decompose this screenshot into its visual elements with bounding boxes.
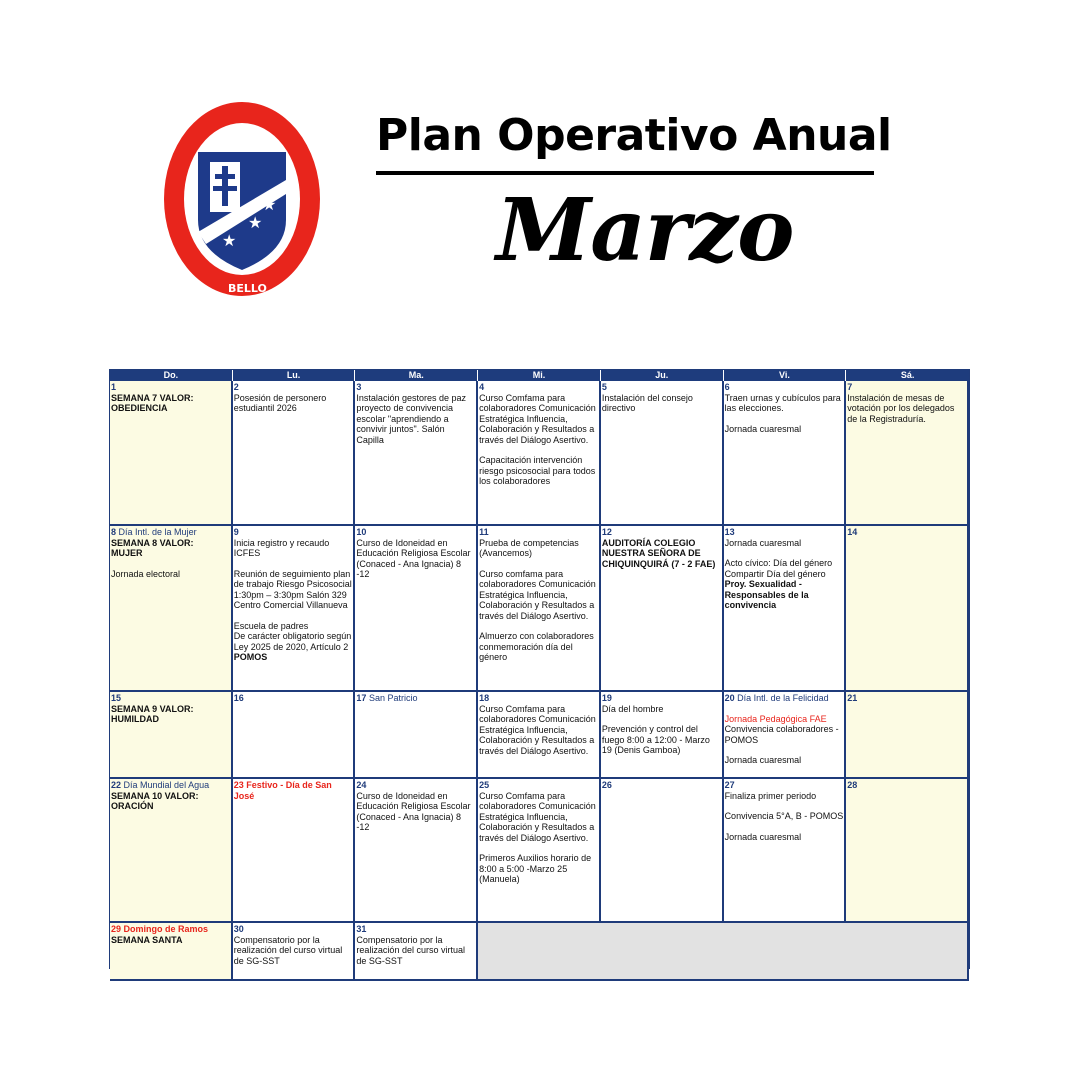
event-text: Compensatorio por la realización del curso virtual de SG-SST <box>356 934 465 966</box>
week-value-line: HUMILDAD <box>111 714 159 724</box>
day-number: 22 <box>111 780 122 790</box>
event-text: votación por los delegados <box>847 403 955 413</box>
event-text: Instalación de mesas de <box>847 392 945 403</box>
event-text: Acto cívico: Día del género <box>724 558 833 568</box>
day-cell-31 <box>355 923 478 981</box>
event-text: Capacitación intervención riesgo psicosocial para todos los colaboradores <box>479 455 596 486</box>
event-text: directivo <box>601 403 636 413</box>
weekday-sun: Do. <box>110 370 233 381</box>
day-number: 13 <box>724 527 735 537</box>
day-number: 10 <box>356 527 367 537</box>
day-cell-28 <box>846 779 969 923</box>
event-text: de la Registraduría. <box>847 413 926 424</box>
day-number: 5 <box>601 382 607 392</box>
event-text: Curso Comfama para colaboradores Comunicación Estratégica Influencia, Colaboración y Resultados a través del Diálogo Asertivo. <box>479 392 596 445</box>
week-value-line: ORACIÓN <box>111 801 154 811</box>
day-cell-29 <box>110 923 233 981</box>
event-text: Convivencia 5°A, B - POMOS <box>724 811 844 821</box>
day-number: 19 <box>601 693 612 703</box>
month-title: Marzo <box>496 180 794 281</box>
holiday-label: San Patricio <box>368 693 418 703</box>
event-text: Curso Comfama para colaboradores Comunicación Estratégica Influencia, Colaboración y Resultados a través del Diálogo Asertivo. <box>479 703 596 756</box>
day-cell-20 <box>724 692 847 779</box>
logo-bottom-text: BELLO <box>228 282 267 295</box>
day-cell-3 <box>355 381 478 526</box>
day-cell-14 <box>846 526 969 692</box>
event-text: Almuerzo con colaboradores conmemoración día del género <box>479 631 594 662</box>
day-number: 25 <box>479 780 490 790</box>
day-number: 9 <box>233 527 239 537</box>
day-cell-1 <box>110 381 233 526</box>
day-cell-24 <box>355 779 478 923</box>
holiday-label: 23 Festivo - Día de San José <box>233 780 332 801</box>
day-number: 2 <box>233 382 239 392</box>
day-cell-8 <box>110 526 233 692</box>
event-text: Instalación del consejo <box>601 392 693 403</box>
day-cell-6 <box>724 381 847 526</box>
day-cell-5 <box>601 381 724 526</box>
day-number: 30 <box>233 924 244 934</box>
svg-text:★: ★ <box>248 213 263 232</box>
day-cell-19 <box>601 692 724 779</box>
svg-text:★: ★ <box>222 231 237 250</box>
day-cell-12 <box>601 526 724 692</box>
holiday-label: Día Intl. de la Mujer <box>118 527 197 537</box>
day-number: 1 <box>111 382 117 392</box>
event-text: Curso Comfama para colaboradores Comunicación Estratégica Influencia, Colaboración y Resultados a través del Diálogo Asertivo. <box>479 790 596 843</box>
event-text: De carácter obligatorio según Ley 2025 de 2020, Artículo 2 POMOS <box>233 631 352 662</box>
event-text: Posesión de personero <box>233 392 327 403</box>
day-cell-30 <box>233 923 356 981</box>
event-text: escolar "aprendiendo a <box>356 413 449 424</box>
holiday-label: Día Intl. de la Felicidad <box>737 693 829 703</box>
day-number: 16 <box>233 693 244 703</box>
event-text: Curso comfama para colaboradores Comunicación Estratégica Influencia, Colaboración y Resultados a través del Diálogo Asertivo. <box>479 568 596 621</box>
weekday-fri: Vi. <box>724 370 847 381</box>
day-number: 17 <box>356 693 367 703</box>
week-value-line: SEMANA 7 VALOR: <box>111 392 194 403</box>
event-text: estudiantil 2026 <box>233 403 297 413</box>
day-number: 3 <box>356 382 362 392</box>
day-cell-23 <box>233 779 356 923</box>
event-text: Compartir Día del género <box>724 568 826 579</box>
event-text: Convivencia colaboradores - POMOS <box>724 724 839 745</box>
day-cell-16 <box>233 692 356 779</box>
event-text: Curso de Idoneidad en Educación Religiosa Escolar (Conaced - Ana Ignacia) 8 -12 <box>356 790 471 832</box>
event-text: AUDITORÍA COLEGIO NUESTRA SEÑORA DE CHIQUINQUIRÁ (7 - 2 FAE) <box>601 537 716 569</box>
event-text: Escuela de padres <box>233 620 309 631</box>
week-value-line: SEMANA 9 VALOR: <box>111 703 194 714</box>
day-cell-21 <box>846 692 969 779</box>
event-text: Jornada electoral <box>111 568 181 579</box>
day-cell-7 <box>846 381 969 526</box>
holiday-label: 29 Domingo de Ramos <box>111 924 209 934</box>
event-text: Jornada cuaresmal <box>724 755 802 765</box>
event-text: proyecto de convivencia <box>356 403 453 413</box>
day-cell-27 <box>724 779 847 923</box>
day-number: 26 <box>601 780 612 790</box>
event-text: Jornada cuaresmal <box>724 423 802 434</box>
day-number: 20 <box>724 693 735 703</box>
day-cell-4 <box>478 381 601 526</box>
day-cell-15 <box>110 692 233 779</box>
event-text: convivir juntos". Salón <box>356 424 445 434</box>
event-text: Finaliza primer periodo <box>724 790 817 801</box>
day-number: 18 <box>479 693 490 703</box>
day-cell-22 <box>110 779 233 923</box>
calendar-grid <box>109 369 970 969</box>
title-underline <box>376 171 874 175</box>
event-text: Jornada cuaresmal <box>724 537 802 548</box>
svg-text:★: ★ <box>262 195 277 214</box>
day-number: 28 <box>847 780 858 790</box>
event-text: Día del hombre <box>601 703 664 714</box>
day-cell-18 <box>478 692 601 779</box>
day-number: 4 <box>479 382 485 392</box>
weekday-wed: Mi. <box>478 370 601 381</box>
day-number: 11 <box>479 527 489 537</box>
day-number: 15 <box>111 693 122 703</box>
school-logo <box>162 102 322 302</box>
event-text: Jornada Pedagógica FAE <box>724 713 827 724</box>
day-cell-11 <box>478 526 601 692</box>
day-number: 31 <box>356 924 367 934</box>
weekday-tue: Ma. <box>355 370 478 381</box>
event-text: Instalación gestores de paz <box>356 392 466 403</box>
week-value-line: SEMANA SANTA <box>111 934 183 945</box>
page-title: Plan Operativo Anual <box>376 110 892 161</box>
day-cell-17 <box>355 692 478 779</box>
weekday-sat: Sá. <box>846 370 969 381</box>
day-number: 27 <box>724 780 735 790</box>
event-text: Primeros Auxilios horario de 8:00 a 5:00 -Marzo 25 (Manuela) <box>479 853 592 884</box>
day-number: 6 <box>724 382 730 392</box>
week-value-line: SEMANA 10 VALOR: <box>111 790 199 801</box>
event-text: Prueba de competencias (Avancemos) <box>479 537 579 558</box>
week-value-line: SEMANA 8 VALOR: <box>111 537 194 548</box>
event-text: Curso de Idoneidad en Educación Religiosa Escolar (Conaced - Ana Ignacia) 8 -12 <box>356 537 471 579</box>
day-number: 8 <box>111 527 117 537</box>
day-cell-9 <box>233 526 356 692</box>
weekday-mon: Lu. <box>233 370 356 381</box>
event-text: Jornada cuaresmal <box>724 831 802 842</box>
day-cell-13 <box>724 526 847 692</box>
event-text: Inicia registro y recaudo ICFES <box>233 537 330 558</box>
day-number: 21 <box>847 693 858 703</box>
day-number: 12 <box>601 527 612 537</box>
day-cell-2 <box>233 381 356 526</box>
event-text: Proy. Sexualidad - Responsables de la convivencia <box>724 579 809 610</box>
day-number: 24 <box>356 780 367 790</box>
day-cell-26 <box>601 779 724 923</box>
event-text: Reunión de seguimiento plan de trabajo Riesgo Psicosocial 1:30pm – 3:30pm Salón 329 Centro Comercial Villanueva <box>233 568 352 610</box>
event-text: Compensatorio por la realización del curso virtual de SG-SST <box>233 934 343 966</box>
weekday-thu: Ju. <box>601 370 724 381</box>
day-number: 7 <box>847 382 853 392</box>
event-text: Traen urnas y cubículos para las elecciones. <box>724 392 841 413</box>
event-text: Prevención y control del fuego 8:00 a 12:00 - Marzo 19 (Denis Gamboa) <box>601 724 710 755</box>
week-value-line: OBEDIENCIA <box>111 403 168 413</box>
empty-trailing-cells <box>478 923 969 981</box>
day-cell-25 <box>478 779 601 923</box>
day-cell-10 <box>355 526 478 692</box>
holiday-label: Día Mundial del Agua <box>123 780 210 790</box>
event-text: Capilla <box>356 434 384 445</box>
day-number: 14 <box>847 527 858 537</box>
week-value-line: MUJER <box>111 548 143 558</box>
